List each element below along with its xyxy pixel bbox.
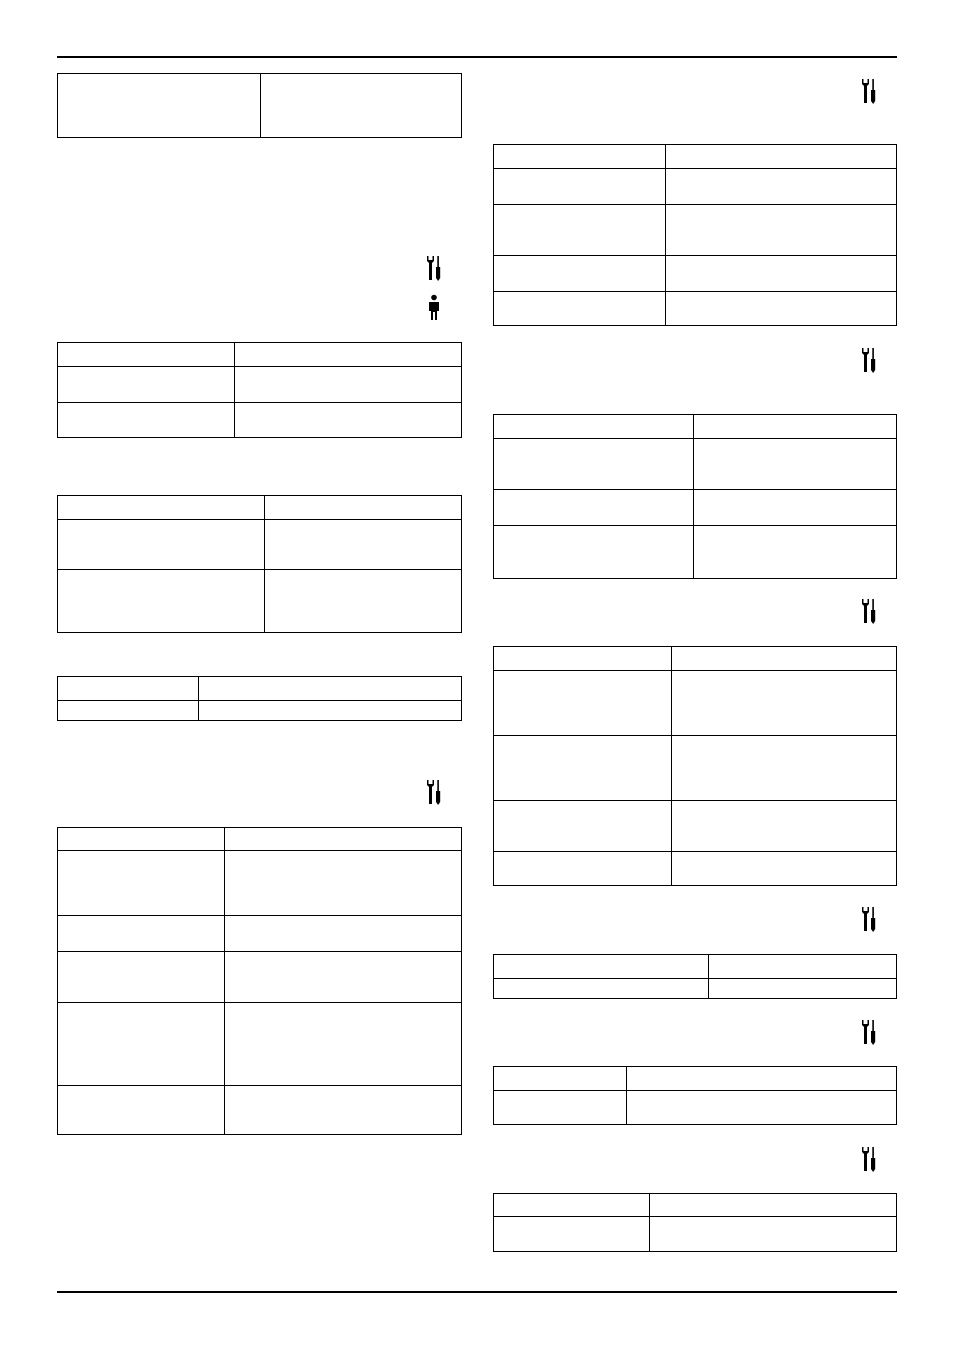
- table-cell: [671, 736, 896, 800]
- table-cell: [264, 520, 461, 569]
- table-header-row: [494, 145, 896, 168]
- wrench-screwdriver-icon: [859, 1145, 879, 1173]
- table-row: [58, 569, 461, 634]
- table-cell: [58, 851, 224, 915]
- table-cell: [671, 852, 896, 887]
- table-t2: [57, 342, 462, 438]
- table-row: [494, 1216, 896, 1253]
- table-cell: [494, 292, 665, 327]
- table-cell: [224, 828, 461, 850]
- table-row: [494, 1090, 896, 1126]
- table-row: [58, 402, 461, 439]
- table-cell: [494, 256, 665, 291]
- table-cell: [494, 955, 708, 978]
- table-cell: [58, 677, 198, 700]
- table-t8: [493, 646, 897, 886]
- table-row: [58, 366, 461, 402]
- table-cell: [665, 169, 896, 204]
- wrench-screwdriver-icon: [859, 597, 879, 625]
- table-cell: [665, 145, 896, 168]
- table-cell: [626, 1067, 896, 1090]
- table-cell: [58, 343, 234, 366]
- table-row: [494, 255, 896, 291]
- table-t9: [493, 954, 897, 999]
- table-row: [494, 489, 896, 525]
- table-cell: [626, 1091, 896, 1126]
- table-cell: [665, 256, 896, 291]
- column-divider: [665, 145, 666, 325]
- column-divider: [626, 1067, 627, 1124]
- wrench-screwdriver-icon: [859, 77, 879, 105]
- table-cell: [693, 439, 896, 489]
- table-row: [494, 438, 896, 489]
- table-row: [58, 1085, 461, 1136]
- table-cell: [224, 952, 461, 1002]
- column-divider: [708, 955, 709, 998]
- wrench-screwdriver-icon: [424, 778, 444, 806]
- table-cell: [58, 916, 224, 951]
- table-row: [494, 670, 896, 735]
- table-cell: [58, 1003, 224, 1085]
- table-cell: [58, 1086, 224, 1136]
- table-cell: [708, 979, 896, 1000]
- table-header-row: [494, 415, 896, 438]
- table-row: [58, 1002, 461, 1085]
- person-icon: [424, 294, 444, 322]
- table-cell: [198, 677, 461, 700]
- table-cell: [693, 526, 896, 580]
- column-divider: [671, 647, 672, 885]
- table-cell: [58, 367, 234, 402]
- table-row: [494, 168, 896, 204]
- table-cell: [58, 701, 198, 722]
- column-divider: [693, 415, 694, 578]
- column-divider: [264, 496, 265, 632]
- table-row: [494, 204, 896, 255]
- table-row: [58, 519, 461, 569]
- table-cell: [58, 496, 264, 519]
- wrench-screwdriver-icon: [859, 905, 879, 933]
- table-cell: [494, 205, 665, 255]
- table-cell: [234, 403, 461, 439]
- table-cell: [494, 736, 671, 800]
- table-row: [494, 978, 896, 1000]
- table-cell: [494, 490, 693, 525]
- table-cell: [671, 647, 896, 670]
- table-header-row: [494, 1194, 896, 1216]
- table-cell: [224, 1086, 461, 1136]
- table-t5: [57, 827, 462, 1135]
- table-cell: [708, 955, 896, 978]
- column-divider: [260, 74, 261, 137]
- column-divider: [649, 1194, 650, 1251]
- table-cell: [198, 701, 461, 722]
- table-row: [58, 850, 461, 915]
- column-divider: [198, 677, 199, 720]
- table-cell: [234, 343, 461, 366]
- table-t7: [493, 414, 897, 579]
- table-cell: [224, 1003, 461, 1085]
- table-cell: [494, 801, 671, 851]
- table-cell: [224, 851, 461, 915]
- table-cell: [494, 526, 693, 580]
- table-t4: [57, 676, 462, 721]
- table-cell: [264, 570, 461, 634]
- table-cell: [234, 367, 461, 402]
- table-header-row: [494, 647, 896, 670]
- table-cell: [58, 828, 224, 850]
- table-cell: [260, 74, 461, 139]
- table-cell: [58, 74, 260, 139]
- table-cell: [494, 1067, 626, 1090]
- column-divider: [234, 343, 235, 437]
- table-row: [58, 951, 461, 1002]
- table-cell: [665, 205, 896, 255]
- table-t3: [57, 495, 462, 633]
- table-cell: [494, 979, 708, 1000]
- header-rule: [57, 56, 897, 58]
- table-row: [58, 915, 461, 951]
- table-cell: [649, 1217, 896, 1253]
- table-row: [494, 851, 896, 887]
- table-cell: [58, 403, 234, 439]
- table-cell: [693, 490, 896, 525]
- table-cell: [224, 916, 461, 951]
- table-cell: [494, 1217, 649, 1253]
- table-cell: [693, 415, 896, 438]
- table-header-row: [58, 496, 461, 519]
- table-cell: [494, 671, 671, 735]
- table-cell: [494, 415, 693, 438]
- table-row: [58, 700, 461, 722]
- table-cell: [264, 496, 461, 519]
- table-t1: [57, 73, 462, 138]
- table-cell: [58, 952, 224, 1002]
- column-divider: [224, 828, 225, 1134]
- table-cell: [671, 671, 896, 735]
- table-cell: [494, 169, 665, 204]
- table-t11: [493, 1193, 897, 1252]
- table-row: [494, 800, 896, 851]
- table-cell: [671, 801, 896, 851]
- table-cell: [58, 570, 264, 634]
- table-t10: [493, 1066, 897, 1125]
- table-row: [494, 525, 896, 580]
- table-row: [494, 291, 896, 327]
- table-header-row: [494, 955, 896, 978]
- footer-rule: [57, 1291, 897, 1293]
- table-header-row: [58, 828, 461, 850]
- table-header-row: [494, 1067, 896, 1090]
- table-header-row: [58, 677, 461, 700]
- table-header-row: [58, 343, 461, 366]
- table-cell: [494, 1194, 649, 1216]
- wrench-screwdriver-icon: [859, 346, 879, 374]
- table-cell: [649, 1194, 896, 1216]
- table-cell: [665, 292, 896, 327]
- table-cell: [494, 647, 671, 670]
- table-t6: [493, 144, 897, 326]
- table-cell: [494, 1091, 626, 1126]
- table-cell: [494, 439, 693, 489]
- wrench-screwdriver-icon: [859, 1018, 879, 1046]
- table-cell: [58, 520, 264, 569]
- table-cell: [494, 852, 671, 887]
- wrench-screwdriver-icon: [424, 254, 444, 282]
- table-row: [494, 735, 896, 800]
- table-cell: [494, 145, 665, 168]
